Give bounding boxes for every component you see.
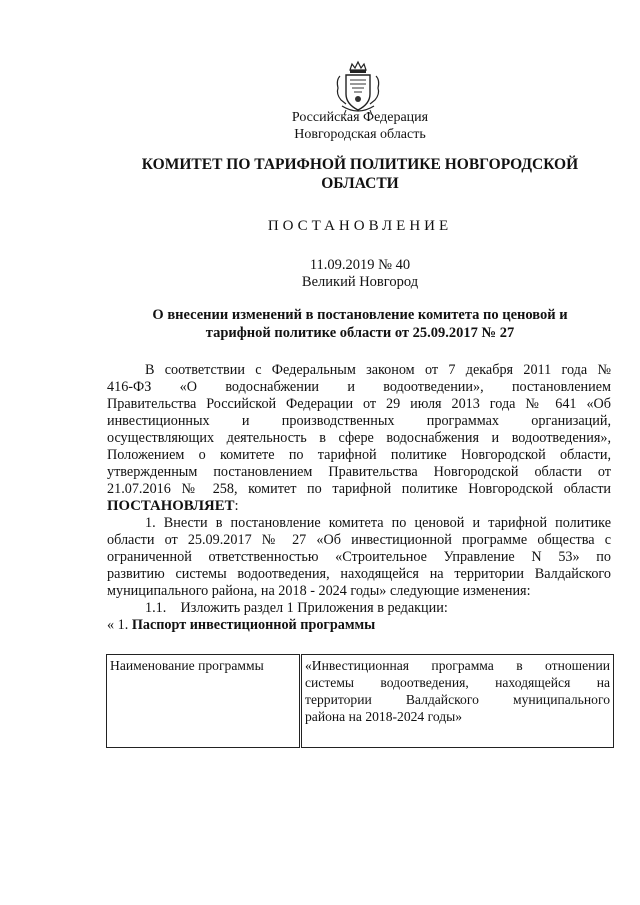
city-label: Великий Новгород (301, 274, 419, 290)
region-label: Новгородская область (294, 127, 426, 142)
date-number: 11.09.2019 № 40 (309, 257, 411, 273)
item1-line: развитию системы водоотведения, находящейся на территории Валдайского (107, 566, 611, 582)
committee-name-line1: КОМИТЕТ ПО ТАРИФНОЙ ПОЛИТИКЕ НОВГОРОДСКОЙ (141, 156, 579, 173)
preamble-line: инвестиционных и производственных программах организаций, (107, 413, 611, 429)
title-line1: О внесении изменений в постановление комитета по ценовой и (152, 307, 568, 323)
federation-label: Российская Федерация (291, 110, 429, 125)
program-name-line: территории Валдайского муниципального (305, 692, 610, 707)
item11-text: Изложить раздел 1 Приложения в редакции: (180, 600, 448, 616)
item1-line: 1. Внести в постановление комитета по ценовой и тарифной политике (145, 515, 611, 531)
committee-name-line2: ОБЛАСТИ (321, 175, 399, 192)
item1-line: области от 25.09.2017 № 27 «Об инвестиционной программе общества с (107, 532, 611, 548)
program-name-line: района на 2018-2024 годы» (305, 709, 463, 724)
preamble-line: В соответствии с Федеральным законом от 7 декабря 2011 года № (145, 362, 611, 378)
section-heading (107, 617, 611, 634)
section-prefix: « 1. (107, 617, 132, 633)
item1-paragraph (107, 515, 611, 600)
resolves-colon: : (234, 498, 239, 514)
table-cell-label (107, 655, 301, 748)
program-name-label: Наименование программы (110, 658, 264, 673)
title-line2: тарифной политике области от 25.09.2017 № 27 (205, 325, 515, 341)
preamble-line: Положением о комитете по тарифной политике Новгородской области, (107, 447, 611, 463)
preamble-line: утвержденным постановлением Правительства Новгородской области от (107, 464, 611, 480)
preamble-line: осуществляющих деятельность в сфере водоснабжения и водоотведения», (107, 430, 611, 446)
preamble-line: Правительства Российской Федерации от 29 июля 2013 года № 641 «Об (107, 396, 611, 412)
preamble-paragraph (107, 362, 611, 515)
table-cell-value (301, 655, 614, 748)
preamble-line: 21.07.2016 № 258, комитет по тарифной политике Новгородской области (107, 481, 611, 497)
section-title: Паспорт инвестиционной программы (131, 617, 376, 633)
item1-line: ограниченной ответственностью «Строительное Управление N 53» по (107, 549, 611, 565)
table-row (107, 655, 614, 748)
passport-table (106, 654, 614, 748)
preamble-line: 416-ФЗ «О водоснабжении и водоотведении», постановлением (107, 379, 611, 395)
item11-paragraph (107, 600, 611, 617)
item1-line: муниципального района, на 2018 - 2024 годы» следующие изменения: (107, 583, 531, 599)
program-name-line: системы водоотведения, находящейся на (305, 675, 610, 690)
program-name-line: «Инвестиционная программа в отношении (305, 658, 610, 673)
resolves-word: ПОСТАНОВЛЯЕТ (107, 498, 235, 514)
item11-number: 1.1. (145, 600, 167, 616)
doc-type-heading: ПОСТАНОВЛЕНИЕ (267, 218, 453, 234)
